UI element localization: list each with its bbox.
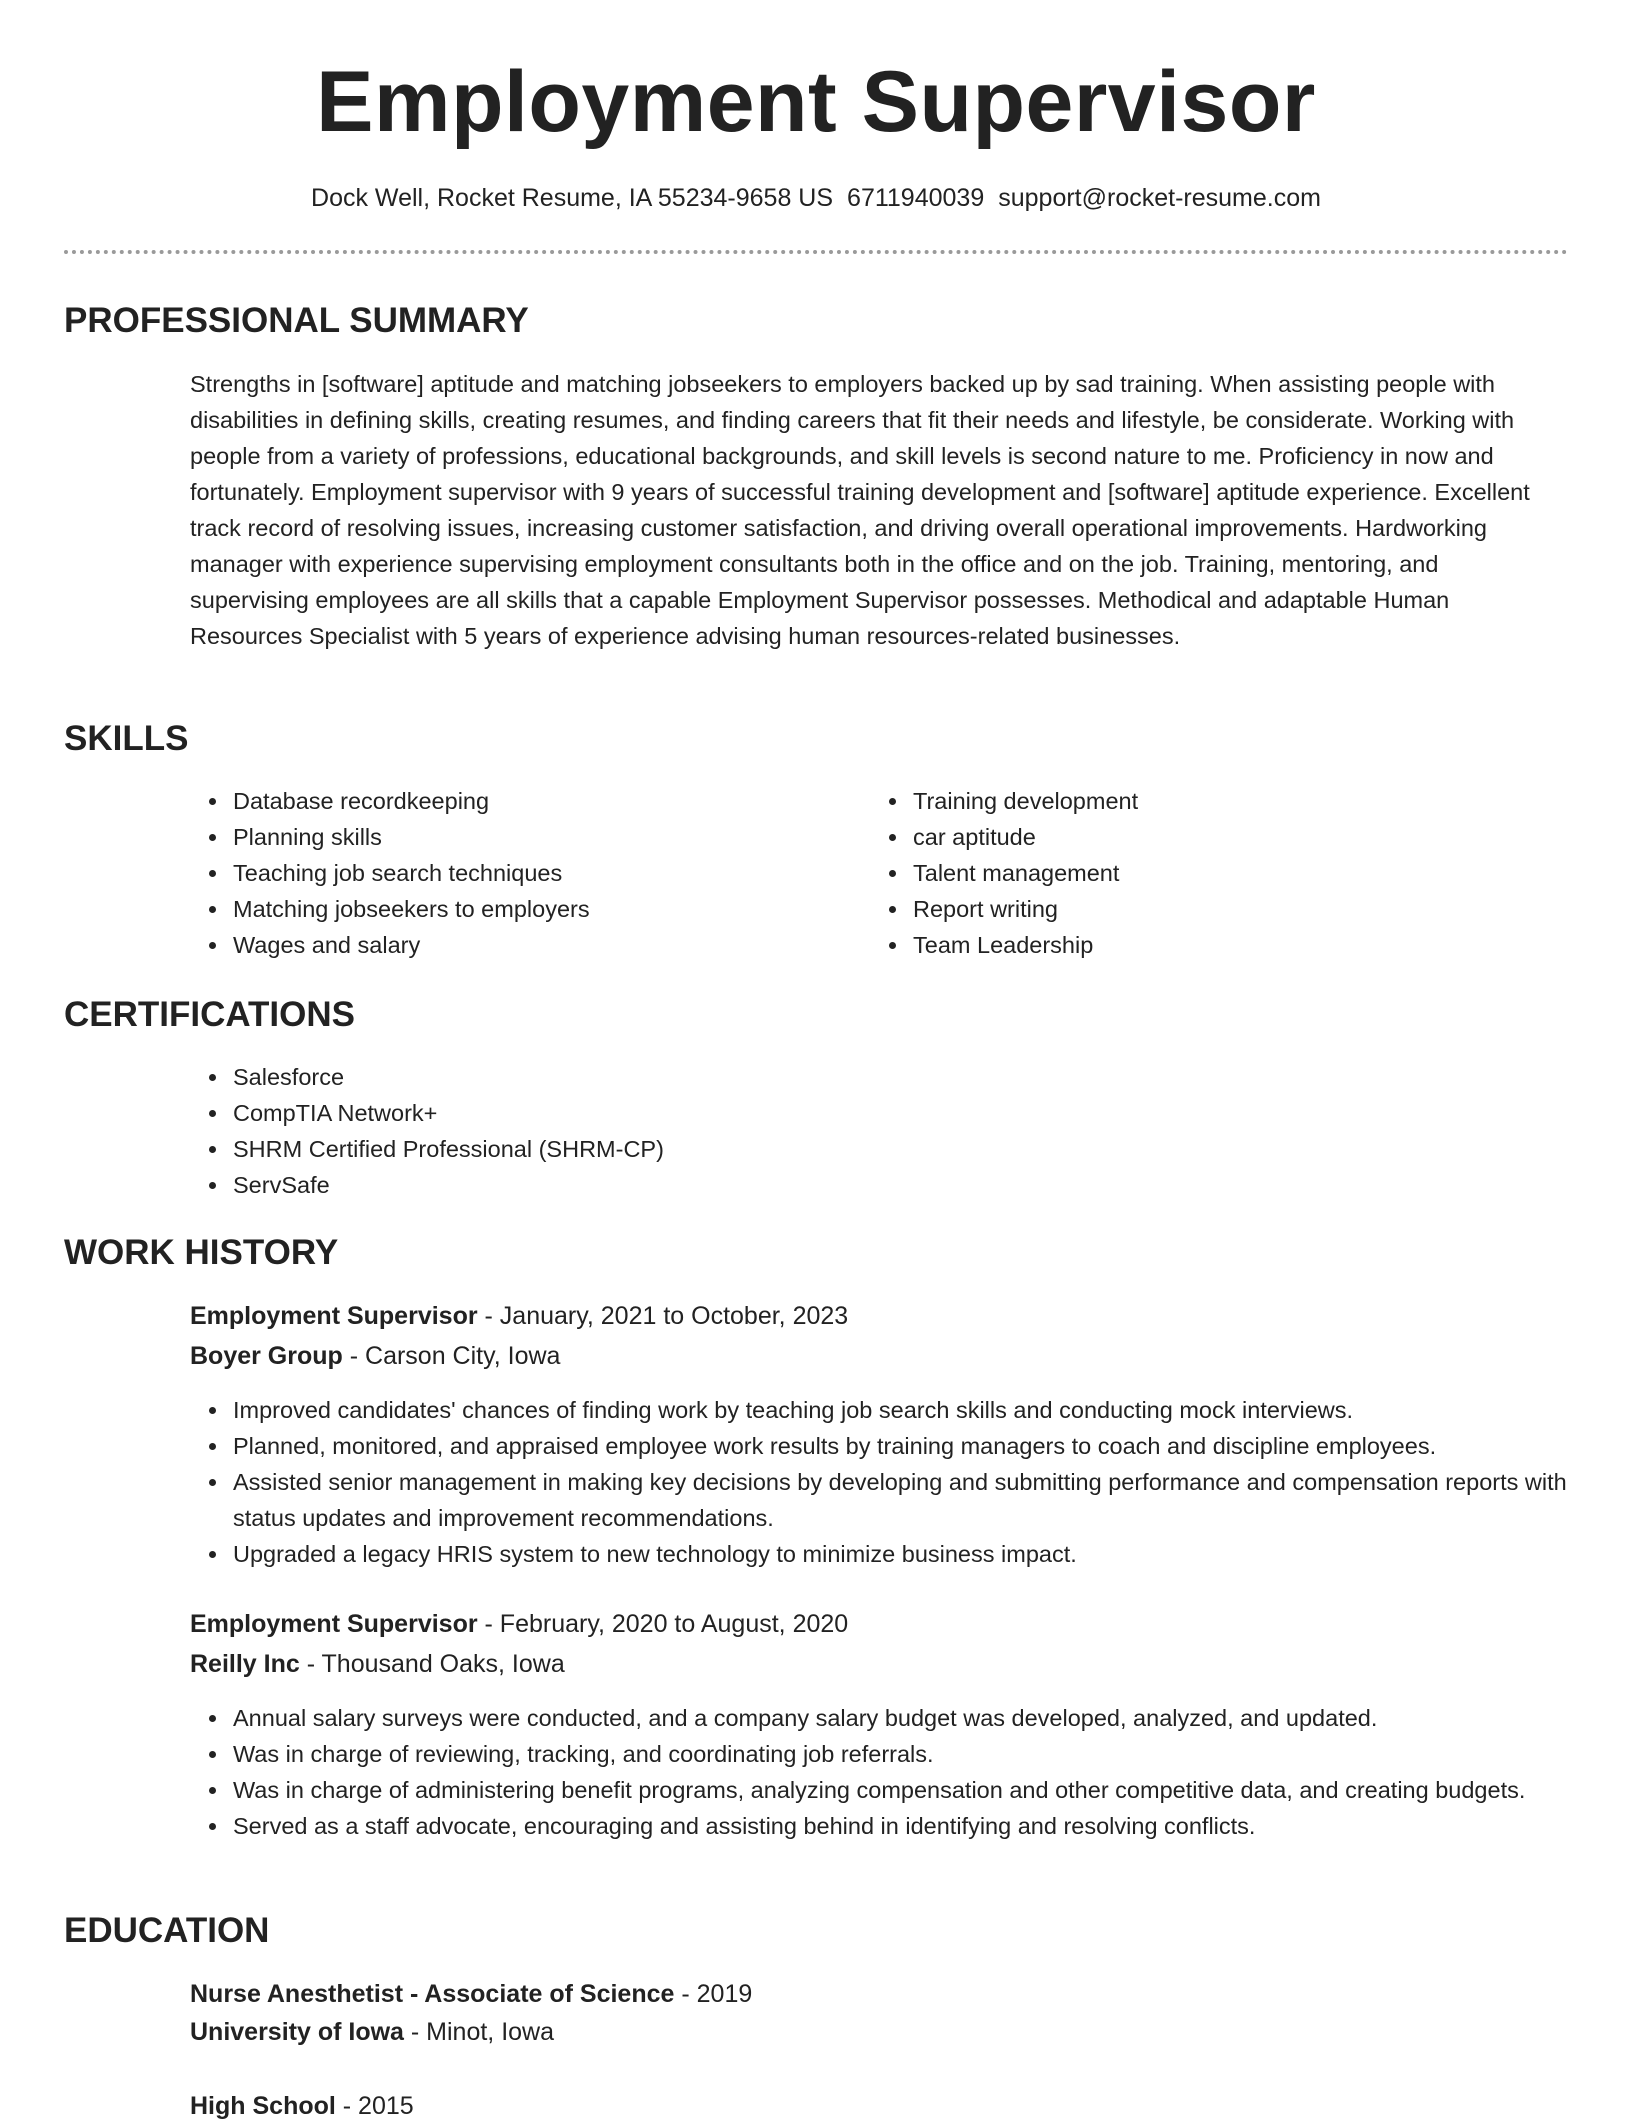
job-1-company: Boyer Group: [190, 1342, 343, 1370]
contact-line: [0, 180, 1632, 216]
list-item: Report writing: [913, 891, 1533, 927]
job-2-location: - Thousand Oaks, Iowa: [299, 1650, 565, 1678]
contact-email: support@rocket-resume.com: [998, 184, 1321, 212]
list-item: CompTIA Network+: [233, 1095, 1533, 1131]
contact-phone: 6711940039: [847, 184, 985, 212]
education-1-location: - Minot, Iowa: [403, 2018, 555, 2046]
list-item: Salesforce: [233, 1059, 1533, 1095]
list-item: Annual salary surveys were conducted, and a company salary budget was developed, analyzed, and updated.: [233, 1700, 1583, 1736]
list-item: Upgraded a legacy HRIS system to new technology to minimize business impact.: [233, 1536, 1583, 1572]
list-item: Improved candidates' chances of finding work by teaching job search skills and conducting mock interviews.: [233, 1392, 1583, 1428]
candidate-name: Employment Supervisor: [316, 54, 1316, 150]
job-2-title-line: [190, 1606, 848, 1642]
list-item: car aptitude: [913, 819, 1533, 855]
education-2-year: - 2015: [335, 2092, 414, 2120]
job-1-location: - Carson City, Iowa: [342, 1342, 561, 1370]
list-item: Was in charge of reviewing, tracking, and coordinating job referrals.: [233, 1736, 1583, 1772]
contact-address: Dock Well, Rocket Resume, IA 55234-9658 US: [311, 184, 834, 212]
list-item: Matching jobseekers to employers: [233, 891, 853, 927]
education-1-degree-line: [190, 1976, 752, 2012]
section-title-work-history: WORK HISTORY: [64, 1233, 339, 1272]
job-2-company: Reilly Inc: [190, 1650, 300, 1678]
education-1-year: - 2019: [674, 1980, 753, 2008]
list-item: Planned, monitored, and appraised employee work results by training managers to coach and discipline employees.: [233, 1428, 1583, 1464]
list-item: Team Leadership: [913, 927, 1533, 963]
skills-list-right: [870, 783, 1533, 963]
job-1-title-line: [190, 1298, 848, 1334]
job-1-role: Employment Supervisor: [190, 1302, 478, 1330]
education-2-degree: High School: [190, 2092, 336, 2120]
section-title-education: EDUCATION: [64, 1911, 270, 1950]
summary-text: Strengths in [software] aptitude and matching jobseekers to employers backed up by sad training. When assisting people with disabilities in defining skills, creating resumes, and finding careers that fit their needs and lifestyle, be considerate. Working with people from a variety of professions, educational backgrounds, and skill levels is second nature to me. Proficiency in now and fortunately. Employment supervisor with 9 years of successful training development and [software] aptitude experience. Excellent track record of resolving issues, increasing customer satisfaction, and driving overall operational improvements. Hardworking manager with experience supervising employment consultants both in the office and on the job. Training, mentoring, and supervising employees are all skills that a capable Employment Supervisor possesses. Methodical and adaptable Human Resources Specialist with 5 years of experience advising human resources-related businesses.: [190, 371, 1530, 649]
list-item: Talent management: [913, 855, 1533, 891]
job-2-company-line: [190, 1646, 565, 1682]
job-1-dates: - January, 2021 to October, 2023: [477, 1302, 849, 1330]
list-item: Was in charge of administering benefit programs, analyzing compensation and other competitive data, and creating budgets.: [233, 1772, 1583, 1808]
skills-list-left: [190, 783, 853, 963]
certifications-list: [190, 1059, 1533, 1203]
list-item: SHRM Certified Professional (SHRM-CP): [233, 1131, 1533, 1167]
header-divider: [64, 250, 1568, 254]
education-1-school: University of Iowa: [190, 2018, 404, 2046]
list-item: Database recordkeeping: [233, 783, 853, 819]
list-item: Teaching job search techniques: [233, 855, 853, 891]
list-item: ServSafe: [233, 1167, 1533, 1203]
education-2-degree-line: [190, 2088, 414, 2124]
job-2-dates: - February, 2020 to August, 2020: [477, 1610, 849, 1638]
section-title-skills: SKILLS: [64, 719, 189, 758]
job-2-bullets: [190, 1700, 1583, 1844]
job-1-company-line: [190, 1338, 560, 1374]
list-item: Assisted senior management in making key decisions by developing and submitting performance and compensation reports with status updates and improvement recommendations.: [233, 1464, 1583, 1536]
education-1-degree: Nurse Anesthetist - Associate of Science: [190, 1980, 675, 2008]
list-item: Training development: [913, 783, 1533, 819]
list-item: Planning skills: [233, 819, 853, 855]
list-item: Served as a staff advocate, encouraging and assisting behind in identifying and resolving conflicts.: [233, 1808, 1583, 1844]
education-1-school-line: [190, 2014, 554, 2050]
section-title-certifications: CERTIFICATIONS: [64, 995, 356, 1034]
job-2-role: Employment Supervisor: [190, 1610, 478, 1638]
section-title-summary: PROFESSIONAL SUMMARY: [64, 301, 529, 340]
list-item: Wages and salary: [233, 927, 853, 963]
job-1-bullets: [190, 1392, 1583, 1572]
